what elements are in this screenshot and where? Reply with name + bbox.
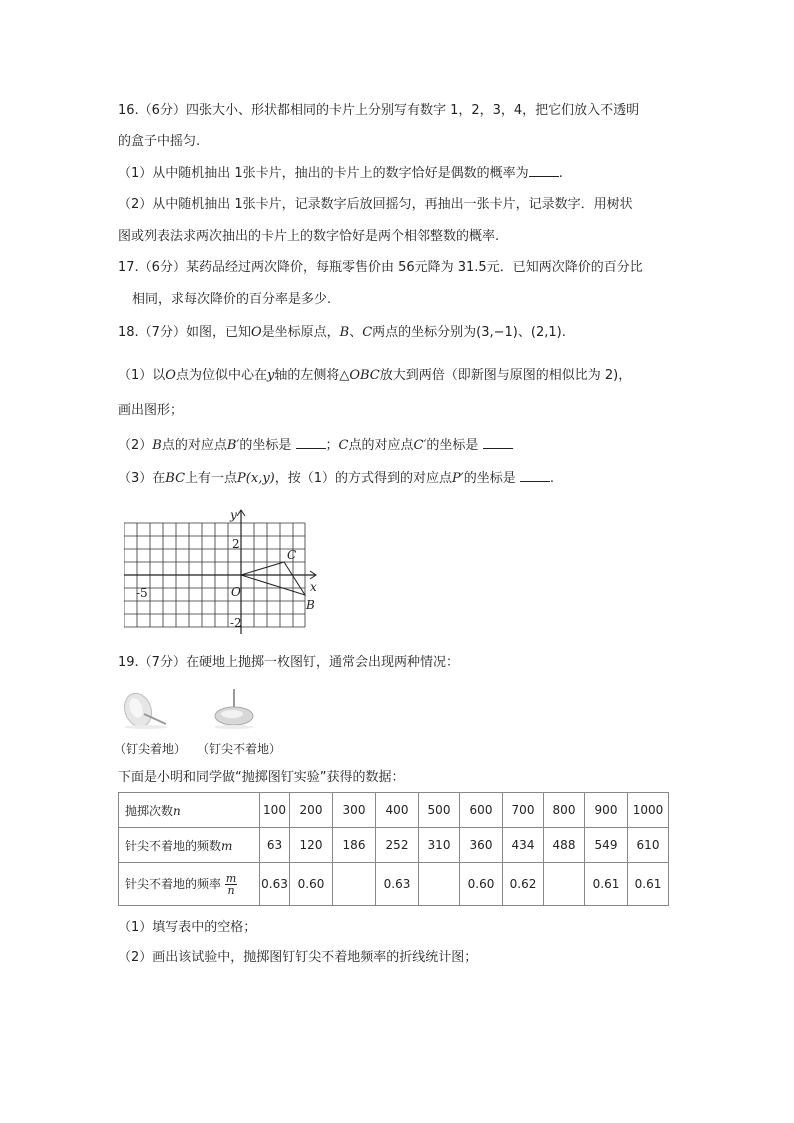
fraction-numerator: m	[225, 871, 237, 885]
answer-blank[interactable]	[296, 436, 326, 449]
q18-C-prime: C′	[413, 438, 427, 453]
triangle-obc-shape	[241, 562, 305, 595]
q18-stem-c: 、	[349, 325, 363, 340]
experiment-table	[118, 792, 669, 906]
table-cell: 100	[260, 793, 290, 828]
q19-stem: 19.（7分）在硬地上抛掷一枚图钉，通常会出现两种情况：	[118, 655, 459, 670]
q18-BC: BC	[165, 471, 186, 486]
table-cell: 0.63	[376, 863, 419, 906]
table-cell: 0.61	[585, 863, 628, 906]
table-row-frequencies	[119, 863, 669, 906]
q18-p2-c: 的坐标是	[239, 438, 292, 453]
q18-p1-y: y	[266, 368, 275, 383]
q18-p3-c: ，按（1）的方式得到的对应点	[274, 471, 453, 486]
q18-p3-b: 上有一点	[185, 471, 238, 486]
table-cell: 0.60	[460, 863, 503, 906]
q18-p1-d: 放大到两倍（即新图与原图的相似比为 2)，	[379, 368, 632, 383]
q18-C: C	[362, 325, 373, 340]
table-cell: 400	[376, 793, 419, 828]
q18-stem-a: 18.（7分）如图，已知	[118, 325, 251, 340]
row-header-counts	[119, 828, 260, 863]
q17-line1: 17.（6分）某药品经过两次降价，每瓶零售价由 56元降为 31.5元．已知两次降价的百分比	[118, 260, 643, 275]
q19-intro: 下面是小明和同学做“抛掷图钉实验”获得的数据：	[118, 770, 405, 785]
table-cell: 800	[544, 793, 585, 828]
coordinate-grid	[124, 506, 324, 634]
answer-blank[interactable]	[529, 164, 559, 177]
row-header-frequency-label: 针尖不着地的频率	[125, 876, 222, 891]
q18-p1-O: O	[165, 368, 176, 383]
q18-part1	[118, 367, 631, 385]
table-cell-blank[interactable]	[333, 863, 376, 906]
q18-p2-B: B	[152, 438, 162, 453]
caption-tip-up: （钉尖不着地）	[197, 742, 282, 756]
axis-label-x: x	[310, 580, 317, 594]
var-n: n	[173, 803, 181, 818]
q16-part1-text: （1）从中随机抽出 1张卡片，抽出的卡片上的数字恰好是偶数的概率为	[118, 166, 529, 181]
q18-p2-e: 点的对应点	[348, 438, 414, 453]
q18-O: O	[250, 325, 262, 340]
q18-p2-a: （2）	[118, 438, 153, 453]
q18-P: P(x,y)	[237, 471, 275, 486]
table-cell: 120	[290, 828, 333, 863]
table-cell: 610	[628, 828, 669, 863]
q18-p2-C: C	[338, 438, 349, 453]
q18-p1-b: 点为位似中心在	[175, 368, 267, 383]
fraction-denominator: n	[227, 883, 235, 897]
table-cell-blank[interactable]	[419, 863, 460, 906]
table-cell: 186	[333, 828, 376, 863]
row-header-throws	[119, 793, 260, 828]
q18-p1-c: 轴的左侧将	[274, 368, 340, 383]
q19-part1: （1）填写表中的空格；	[118, 920, 257, 935]
q16-line2: 的盒子中摇匀.	[118, 134, 201, 149]
point-label-b: B	[306, 598, 315, 612]
q18-part3	[118, 469, 554, 488]
q18-part2	[118, 436, 513, 455]
table-cell: 900	[585, 793, 628, 828]
q18-p3-a: （3）在	[118, 471, 166, 486]
thumbtack-tip-up-icon	[210, 686, 260, 730]
q18-B: B	[339, 325, 350, 340]
q18-p2-b: 点的对应点	[161, 438, 227, 453]
q17-line2: 相同，求每次降价的百分率是多少.	[132, 292, 332, 307]
var-m: m	[221, 838, 233, 853]
row-header-throws-label: 抛掷次数	[125, 803, 174, 818]
table-cell: 63	[260, 828, 290, 863]
table-cell: 488	[544, 828, 585, 863]
fraction-m-over-n	[225, 873, 237, 896]
answer-blank[interactable]	[520, 469, 550, 482]
table-cell: 0.63	[260, 863, 290, 906]
row-header-counts-label: 针尖不着地的频数	[125, 838, 222, 853]
table-cell: 600	[460, 793, 503, 828]
q16-part2-line1: （2）从中随机抽出 1张卡片，记录数字后放回摇匀，再抽出一张卡片，记录数字．用树状	[118, 197, 633, 212]
axis-label-y: y	[230, 508, 237, 522]
q18-p2-d: ；	[325, 438, 339, 453]
table-cell: 360	[460, 828, 503, 863]
q18-stem	[118, 324, 566, 342]
q16-part1	[118, 164, 563, 183]
q18-triangle: △OBC	[339, 368, 380, 383]
q18-p1-a: （1）以	[118, 368, 166, 383]
q18-p3-end: .	[549, 471, 555, 486]
caption-tip-down: （钉尖着地）	[114, 742, 187, 756]
thumbtack-tip-down-icon	[118, 686, 174, 730]
tick-label-2: 2	[232, 537, 240, 551]
table-cell: 500	[419, 793, 460, 828]
q18-stem-b: 是坐标原点，	[261, 325, 340, 340]
table-cell: 700	[503, 793, 544, 828]
table-cell: 0.62	[503, 863, 544, 906]
tick-label-neg5: -5	[136, 586, 148, 600]
table-cell: 1000	[628, 793, 669, 828]
q18-B-prime: B′	[226, 438, 240, 453]
table-cell: 0.60	[290, 863, 333, 906]
point-label-o: O	[231, 585, 241, 599]
q16-part1-end: .	[558, 166, 563, 181]
point-label-c: C	[287, 548, 297, 562]
q16-line1: 16.（6分）四张大小、形状都相同的卡片上分别写有数字 1，2，3，4，把它们放入不透明	[118, 103, 640, 118]
table-cell: 310	[419, 828, 460, 863]
q18-stem-d: 两点的坐标分别为(3,−1)、(2,1).	[372, 325, 566, 340]
table-row-counts	[119, 828, 669, 863]
table-cell: 252	[376, 828, 419, 863]
q18-p3-d: 的坐标是	[463, 471, 516, 486]
table-cell-blank[interactable]	[544, 863, 585, 906]
tick-label-neg2: -2	[230, 616, 242, 630]
table-cell: 200	[290, 793, 333, 828]
q18-P-prime: P′	[452, 471, 464, 486]
q16-part2-line2: 图或列表法求两次抽出的卡片上的数字恰好是两个相邻整数的概率.	[118, 229, 500, 244]
table-cell: 549	[585, 828, 628, 863]
q18-part1-line2: 画出图形；	[118, 403, 184, 418]
q19-part2: （2）画出该试验中，抛掷图钉钉尖不着地频率的折线统计图；	[118, 950, 478, 965]
row-header-frequency	[119, 863, 260, 906]
table-cell: 300	[333, 793, 376, 828]
answer-blank[interactable]	[483, 436, 513, 449]
q18-p2-f: 的坐标是	[426, 438, 479, 453]
table-row-throws	[119, 793, 669, 828]
table-cell: 0.61	[628, 863, 669, 906]
table-cell: 434	[503, 828, 544, 863]
